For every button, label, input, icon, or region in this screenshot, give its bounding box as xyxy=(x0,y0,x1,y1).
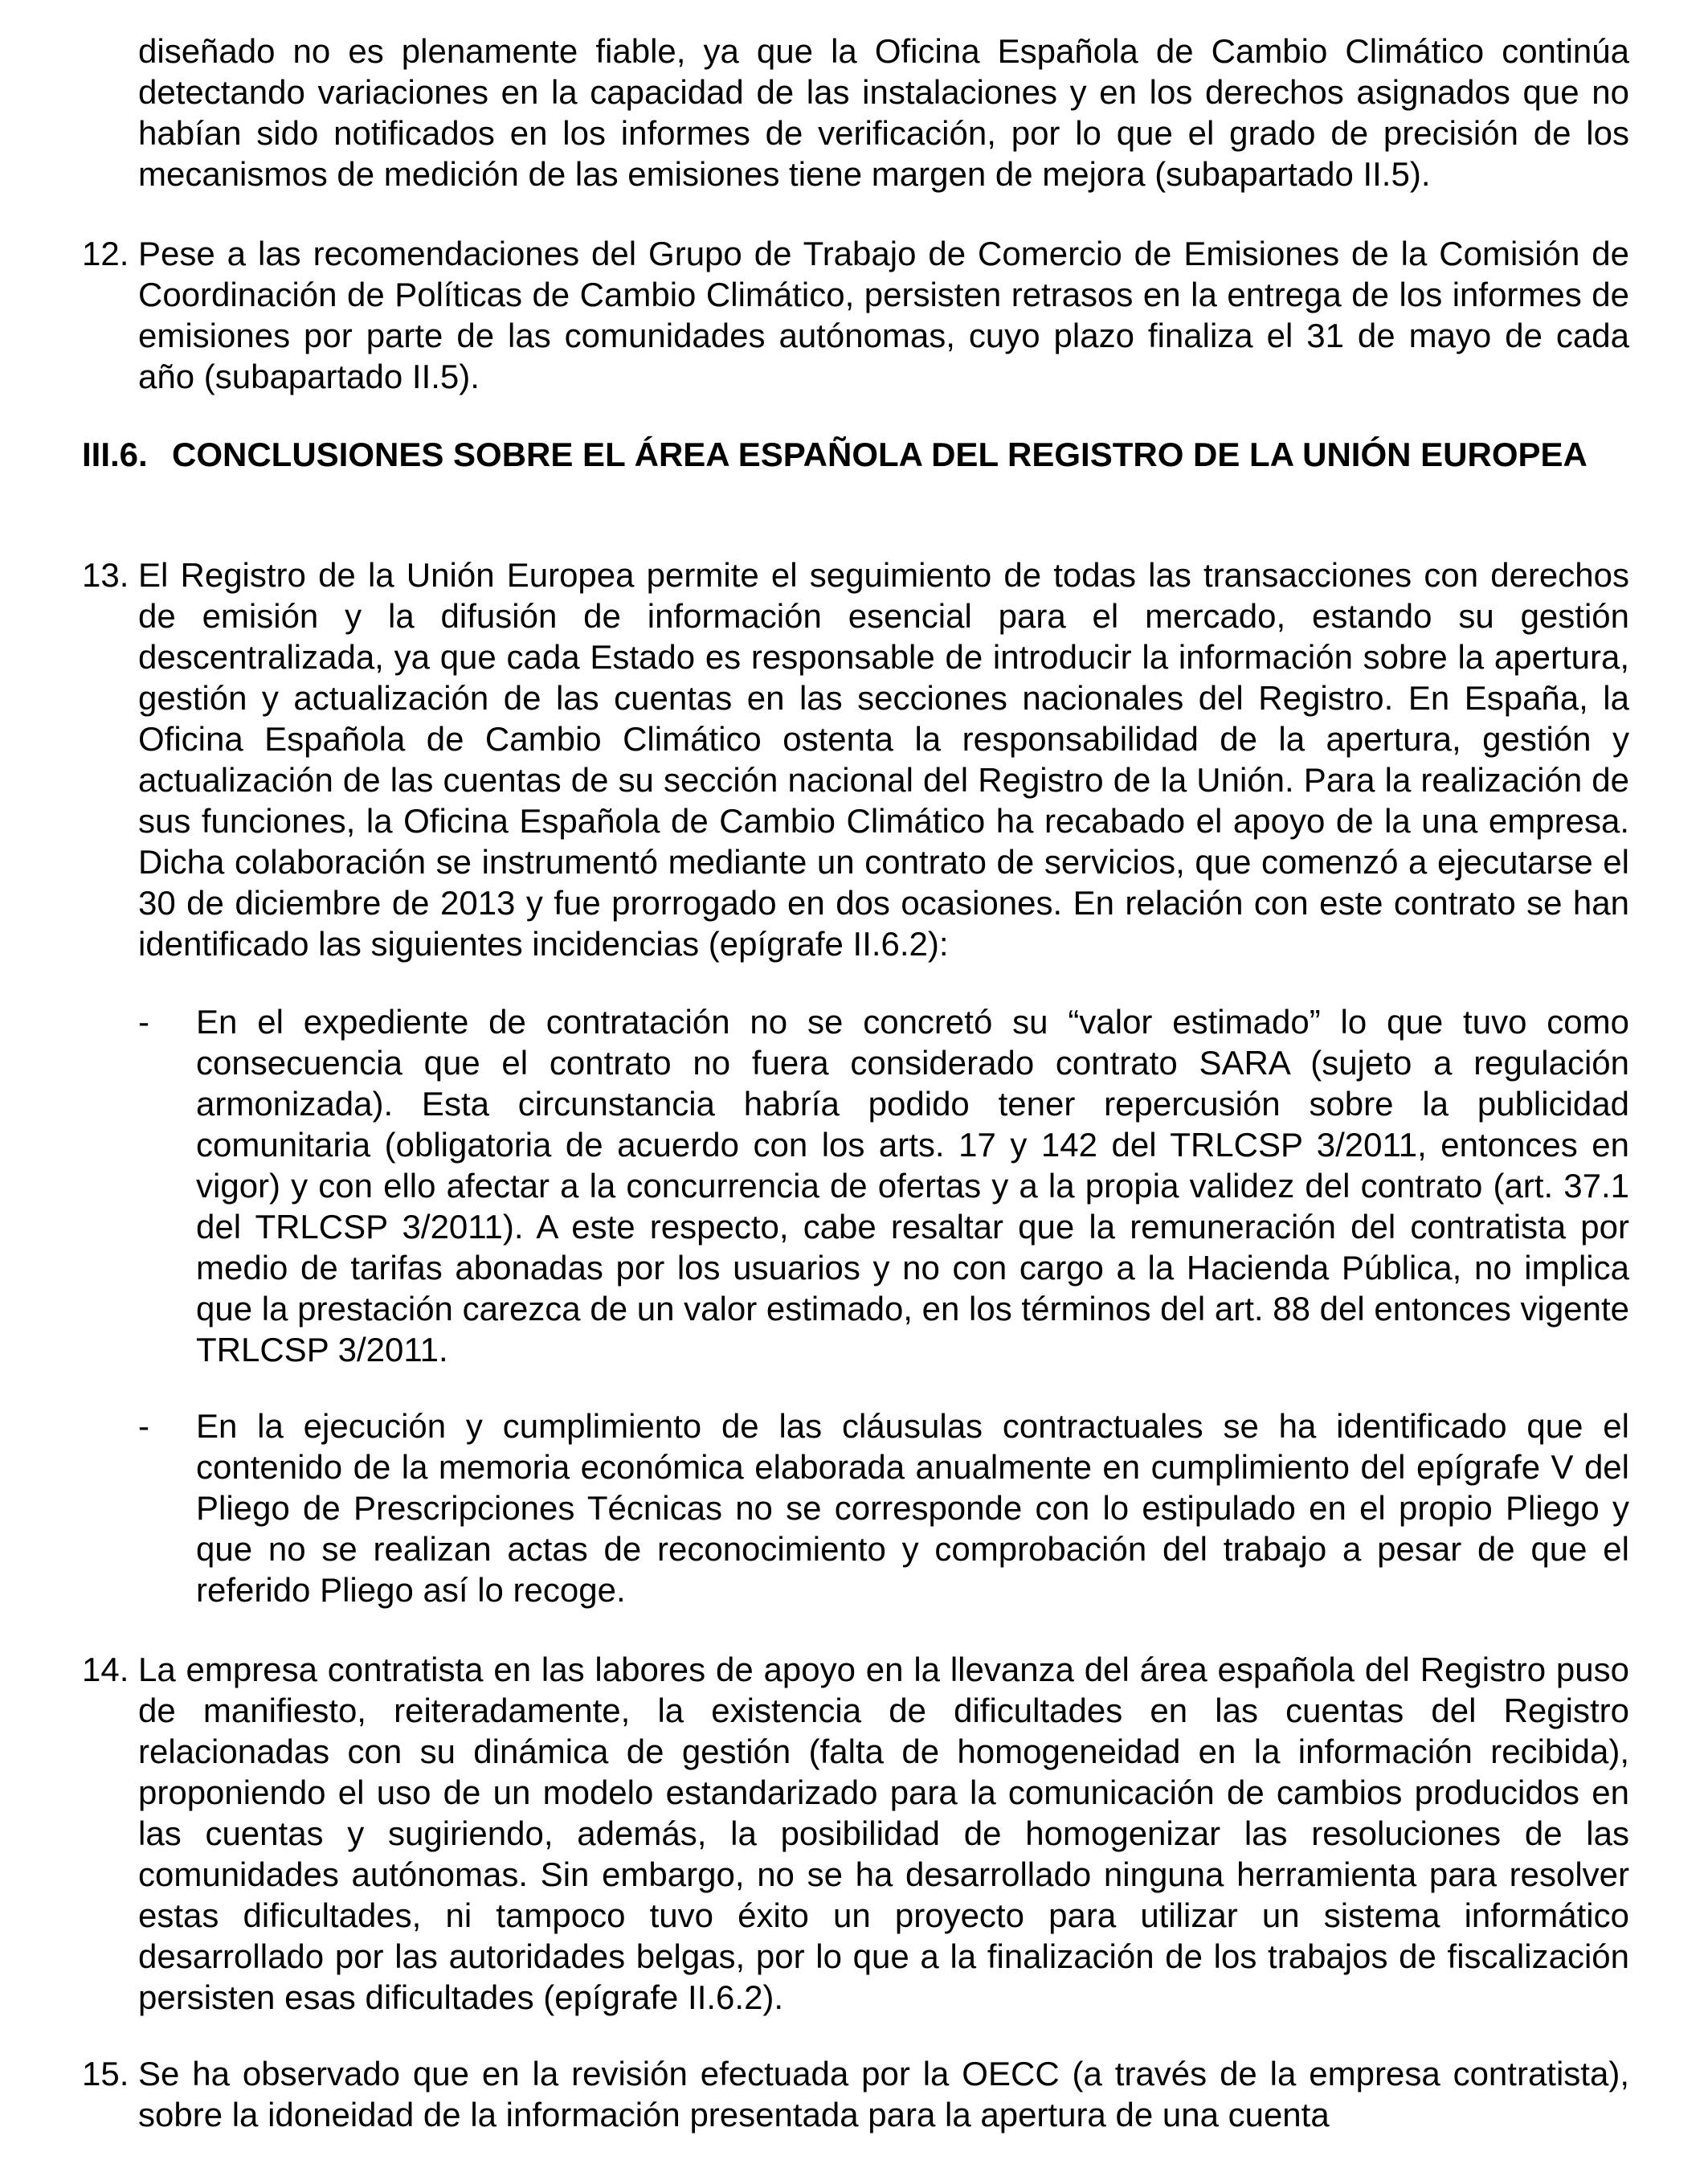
paragraph-12-number: 12. xyxy=(82,235,129,272)
paragraph-12: Pese a las recomendaciones del Grupo de Trabajo de Comercio de Emisiones de la Comisión de Coordinación de Políticas de Cambio Climático, persisten retrasos en la entrega de los informes de emisiones por parte de las comunidades autónomas, cuyo plazo finaliza el 31 de mayo de cada año (subapartado II.5). xyxy=(138,235,1629,395)
section-heading: CONCLUSIONES SOBRE EL ÁREA ESPAÑOLA DEL REGISTRO DE LA UNIÓN EUROPEA xyxy=(172,436,1587,473)
paragraph-14-number: 14. xyxy=(82,1651,129,1688)
paragraph-14: La empresa contratista en las labores de apoyo en la llevanza del área española del Registro puso de manifiesto, reiteradamente, la existencia de dificultades en las cuentas del Registro relacionadas con su dinámica de gestión (falta de homogeneidad en la información recibida), proponiendo el uso de un modelo estandarizado para la comunicación de cambios producidos en las cuentas y sugiriendo, además, la posibilidad de homogenizar las resoluciones de las comunidades autónomas. Sin embargo, no se ha desarrollado ninguna herramienta para resolver estas dificultades, ni tampoco tuvo éxito un proyecto para utilizar un sistema informático desarrollado por las autoridades belgas, por lo que a la finalización de los trabajos de fiscalización persisten esas dificultades (epígrafe II.6.2). xyxy=(138,1651,1629,2016)
bullet-dash-2: - xyxy=(138,1407,149,1445)
bullet-item-2: En la ejecución y cumplimiento de las cláusulas contractuales se ha identificado que el contenido de la memoria económica elaborada anualmente en cumplimiento del epígrafe V del Pliego de Prescripciones Técnicas no se corresponde con lo estipulado en el propio Pliego y que no se realizan actas de reconocimiento y comprobación del trabajo a pesar de que el referido Pliego así lo recoge. xyxy=(196,1407,1629,1609)
paragraph-15-number: 15. xyxy=(82,2055,129,2092)
paragraph-15: Se ha observado que en la revisión efectuada por la OECC (a través de la empresa contratista), sobre la idoneidad de la información presentada para la apertura de una cuenta xyxy=(138,2055,1629,2133)
bullet-item-1: En el expediente de contratación no se concretó su “valor estimado” lo que tuvo como consecuencia que el contrato no fuera considerado contrato SARA (sujeto a regulación armonizada). Esta circunstancia habría podido tener repercusión sobre la publicidad comunitaria (obligatoria de acuerdo con los arts. 17 y 142 del TRLCSP 3/2011, entonces en vigor) y con ello afectar a la concurrencia de ofertas y a la propia validez del contrato (art. 37.1 del TRLCSP 3/2011). A este respecto, cabe resaltar que la remuneración del contratista por medio de tarifas abonadas por los usuarios y no con cargo a la Hacienda Pública, no implica que la prestación carezca de un valor estimado, en los términos del art. 88 del entonces vigente TRLCSP 3/2011. xyxy=(196,1003,1629,1368)
paragraph-13-number: 13. xyxy=(82,556,129,594)
bullet-dash-1: - xyxy=(138,1003,149,1041)
section-heading-number: III.6. xyxy=(82,436,148,473)
paragraph-11-continuation: diseñado no es plenamente fiable, ya que la Oficina Española de Cambio Climático continúa detectando variaciones en la capacidad de las instalaciones y en los derechos asignados que no habían sido notificados en los informes de verificación, por lo que el grado de precisión de los mecanismos de medición de las emisiones tiene margen de mejora (subapartado II.5). xyxy=(138,32,1629,193)
paragraph-13: El Registro de la Unión Europea permite el seguimiento de todas las transacciones con derechos de emisión y la difusión de información esencial para el mercado, estando su gestión descentralizada, ya que cada Estado es responsable de introducir la información sobre la apertura, gestión y actualización de las cuentas en las secciones nacionales del Registro. En España, la Oficina Española de Cambio Climático ostenta la responsabilidad de la apertura, gestión y actualización de las cuentas de su sección nacional del Registro de la Unión. Para la realización de sus funciones, la Oficina Española de Cambio Climático ha recabado el apoyo de la una empresa. Dicha colaboración se instrumentó mediante un contrato de servicios, que comenzó a ejecutarse el 30 de diciembre de 2013 y fue prorrogado en dos ocasiones. En relación con este contrato se han identificado las siguientes incidencias (epígrafe II.6.2): xyxy=(138,556,1629,963)
